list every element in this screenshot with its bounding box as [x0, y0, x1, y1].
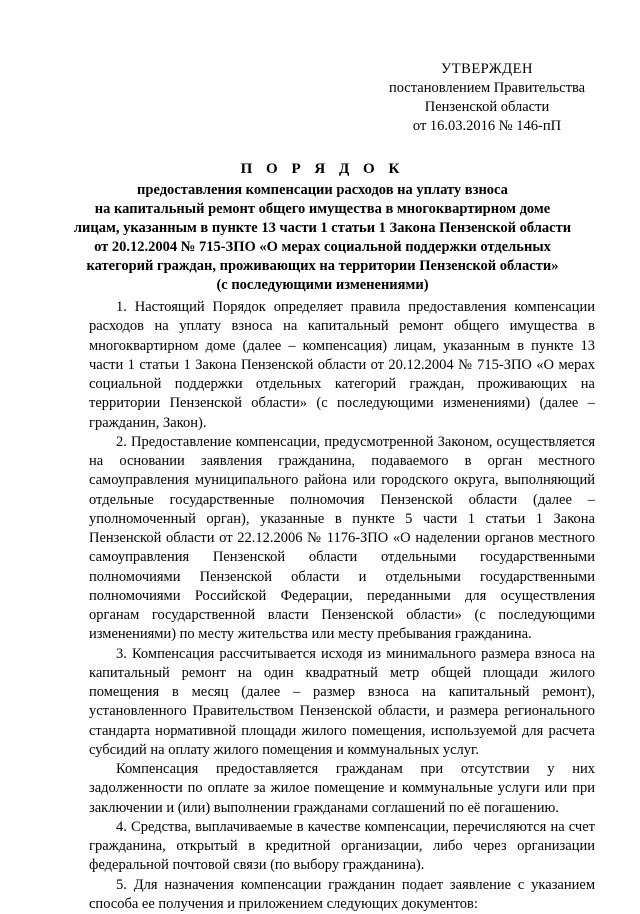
title-main: П О Р Я Д О К [55, 160, 590, 179]
paragraph-5: 5. Для назначения компенсации гражданин подает заявление с указанием способа ее получения и приложением следующих документов: [89, 876, 595, 914]
title-line-6: (с последующими изменениями) [55, 276, 590, 295]
paragraph-3-continuation: Компенсация предоставляется гражданам при отсутствии у них задолженности по оплате за жилое помещение и коммунальные услуги или при заключении и (или) выполнении гражданами соглашений по её погашению. [89, 760, 595, 818]
approval-heading: УТВЕРЖДЕН [372, 60, 602, 79]
title-line-5: категорий граждан, проживающих на территории Пензенской области» [55, 257, 590, 276]
paragraph-1: 1. Настоящий Порядок определяет правила предоставления компенсации расходов на уплату взноса на капитальный ремонт общего имущества в многоквартирном доме (далее – компенсация) лицам, указанным в пункте 13 части 1 статьи 1 Закона Пензенской области от 20.12.2004 № 715-ЗПО «О мерах социальной поддержки отдельных категорий граждан, проживающих на территории Пензенской области» (с последующими изменениями) (далее – гражданин, Закон). [89, 298, 595, 433]
title-line-2: на капитальный ремонт общего имущества в многоквартирном доме [55, 200, 590, 219]
title-line-3: лицам, указанным в пункте 13 части 1 статьи 1 Закона Пензенской области [55, 219, 590, 238]
document-title [55, 160, 590, 295]
paragraph-3: 3. Компенсация рассчитывается исходя из минимального размера взноса на капитальный ремонт на один квадратный метр общей площади жилого помещения в месяц (далее – размер взноса на капитальный ремонт), установленного Правительством Пензенской области, и размера регионального стандарта нормативной площади жилого помещения, используемой для расчета субсидий на оплату жилого помещения и коммунальных услуг. [89, 645, 595, 761]
approval-line-1: постановлением Правительства [372, 79, 602, 98]
title-line-1: предоставления компенсации расходов на уплату взноса [55, 181, 590, 200]
paragraph-2: 2. Предоставление компенсации, предусмотренной Законом, осуществляется на основании заявления гражданина, подаваемого в орган местного самоуправления муниципального района или городского округа, выполняющий отдельные государственные полномочия Пензенской области (далее – уполномоченный орган), указанные в пункте 5 части 1 статьи 1 Закона Пензенской области от 22.12.2006 № 1176-ЗПО «О наделении органов местного самоуправления Пензенской области отдельными государственными полномочиями Пензенской области и отдельными государственными полномочиями Российской Федерации, переданными для осуществления органам государственной власти Пензенской области» (с последующими изменениями) по месту жительства или месту пребывания гражданина. [89, 433, 595, 645]
title-line-4: от 20.12.2004 № 715-ЗПО «О мерах социальной поддержки отдельных [55, 238, 590, 257]
paragraph-4: 4. Средства, выплачиваемые в качестве компенсации, перечисляются на счет гражданина, открытый в кредитной организации, либо через организации федеральной почтовой связи (по выбору гражданина). [89, 818, 595, 876]
approval-line-3: от 16.03.2016 № 146-пП [372, 117, 602, 136]
document-body [89, 298, 595, 914]
approval-stamp [372, 60, 602, 136]
approval-line-2: Пензенской области [372, 98, 602, 117]
